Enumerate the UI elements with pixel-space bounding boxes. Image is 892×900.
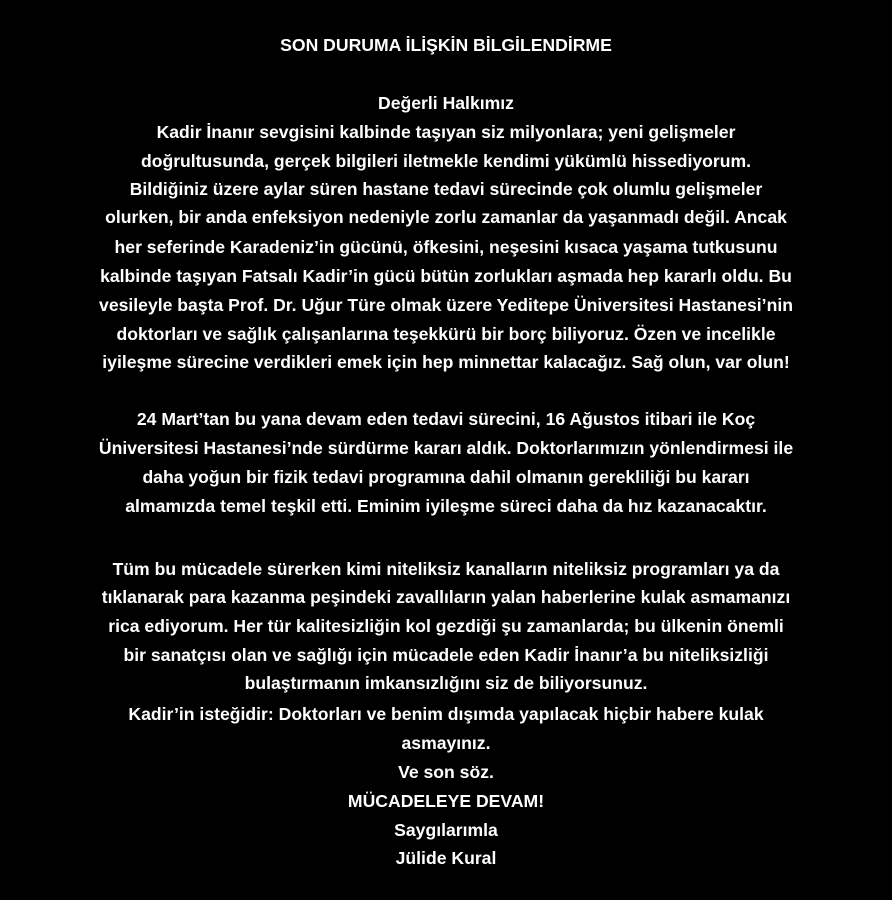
paragraph3-line: tıklanarak para kazanma peşindeki zavallıların yalan haberlerine kulak asmamanızı bbox=[101, 587, 791, 607]
paragraph2-line: Üniversitesi Hastanesi’nde sürdürme kararı aldık. Doktorlarımızın yönlendirmesi ile bbox=[98, 438, 794, 458]
paragraph3-line: asmayınız. bbox=[401, 733, 491, 753]
closing-slogan: MÜCADELEYE DEVAM! bbox=[347, 791, 545, 811]
paragraph3-line: bir sanatçısı olan ve sağlığı için mücadele eden Kadir İnanır’a bu niteliksizliği bbox=[123, 645, 769, 665]
paragraph1-line: kalbinde taşıyan Fatsalı Kadir’in gücü bütün zorlukları aşmada hep kararlı oldu. Bu bbox=[100, 266, 792, 286]
paragraph1-line: Kadir İnanır sevgisini kalbinde taşıyan siz milyonlara; yeni gelişmeler bbox=[156, 122, 736, 142]
paragraph3-line: rica ediyorum. Her tür kalitesizliğin kol gezdiği şu zamanlarda; bu ülkenin önemli bbox=[108, 616, 784, 636]
greeting: Değerli Halkımız bbox=[378, 93, 514, 113]
paragraph1-line: vesileyle başta Prof. Dr. Uğur Türe olmak üzere Yeditepe Üniversitesi Hastanesi’nin bbox=[99, 295, 793, 315]
paragraph3-line: Kadir’in isteğidir: Doktorları ve benim dışımda yapılacak hiçbir habere kulak bbox=[128, 704, 764, 724]
paragraph2-line: 24 Mart’tan bu yana devam eden tedavi sürecini, 16 Ağustos itibari ile Koç bbox=[136, 409, 756, 429]
paragraph3-line: bulaştırmanın imkansızlığını siz de biliyorsunuz. bbox=[244, 673, 648, 693]
document-title: SON DURUMA İLİŞKİN BİLGİLENDİRME bbox=[280, 35, 612, 55]
signature-name: Jülide Kural bbox=[395, 848, 497, 868]
closing-regards: Saygılarımla bbox=[394, 820, 498, 840]
paragraph2-line: daha yoğun bir fizik tedavi programına dahil olmanın gerekliliği bu kararı bbox=[142, 467, 750, 487]
paragraph2-line: almamızda temel teşkil etti. Eminim iyileşme süreci daha da hız kazanacaktır. bbox=[125, 496, 767, 516]
closing-line: Ve son söz. bbox=[398, 762, 494, 782]
paragraph1-line: her seferinde Karadeniz’in gücünü, öfkesini, neşesini kısaca yaşama tutkusunu bbox=[114, 237, 778, 257]
paragraph3-line: Tüm bu mücadele sürerken kimi niteliksiz kanalların niteliksiz programları ya da bbox=[112, 559, 780, 579]
paragraph1-line: olurken, bir anda enfeksiyon nedeniyle zorlu zamanlar da yaşanmadı değil. Ancak bbox=[105, 207, 787, 227]
paragraph1-line: iyileşme sürecine verdikleri emek için hep minnettar kalacağız. Sağ olun, var olun! bbox=[102, 352, 790, 372]
paragraph1-line: Bildiğiniz üzere aylar süren hastane tedavi sürecinde çok olumlu gelişmeler bbox=[129, 179, 763, 199]
paragraph1-line: doktorları ve sağlık çalışanlarına teşekkürü bir borç biliyoruz. Özen ve incelikle bbox=[116, 324, 776, 344]
paragraph1-line: doğrultusunda, gerçek bilgileri iletmekle kendimi yükümlü hissediyorum. bbox=[140, 151, 752, 171]
